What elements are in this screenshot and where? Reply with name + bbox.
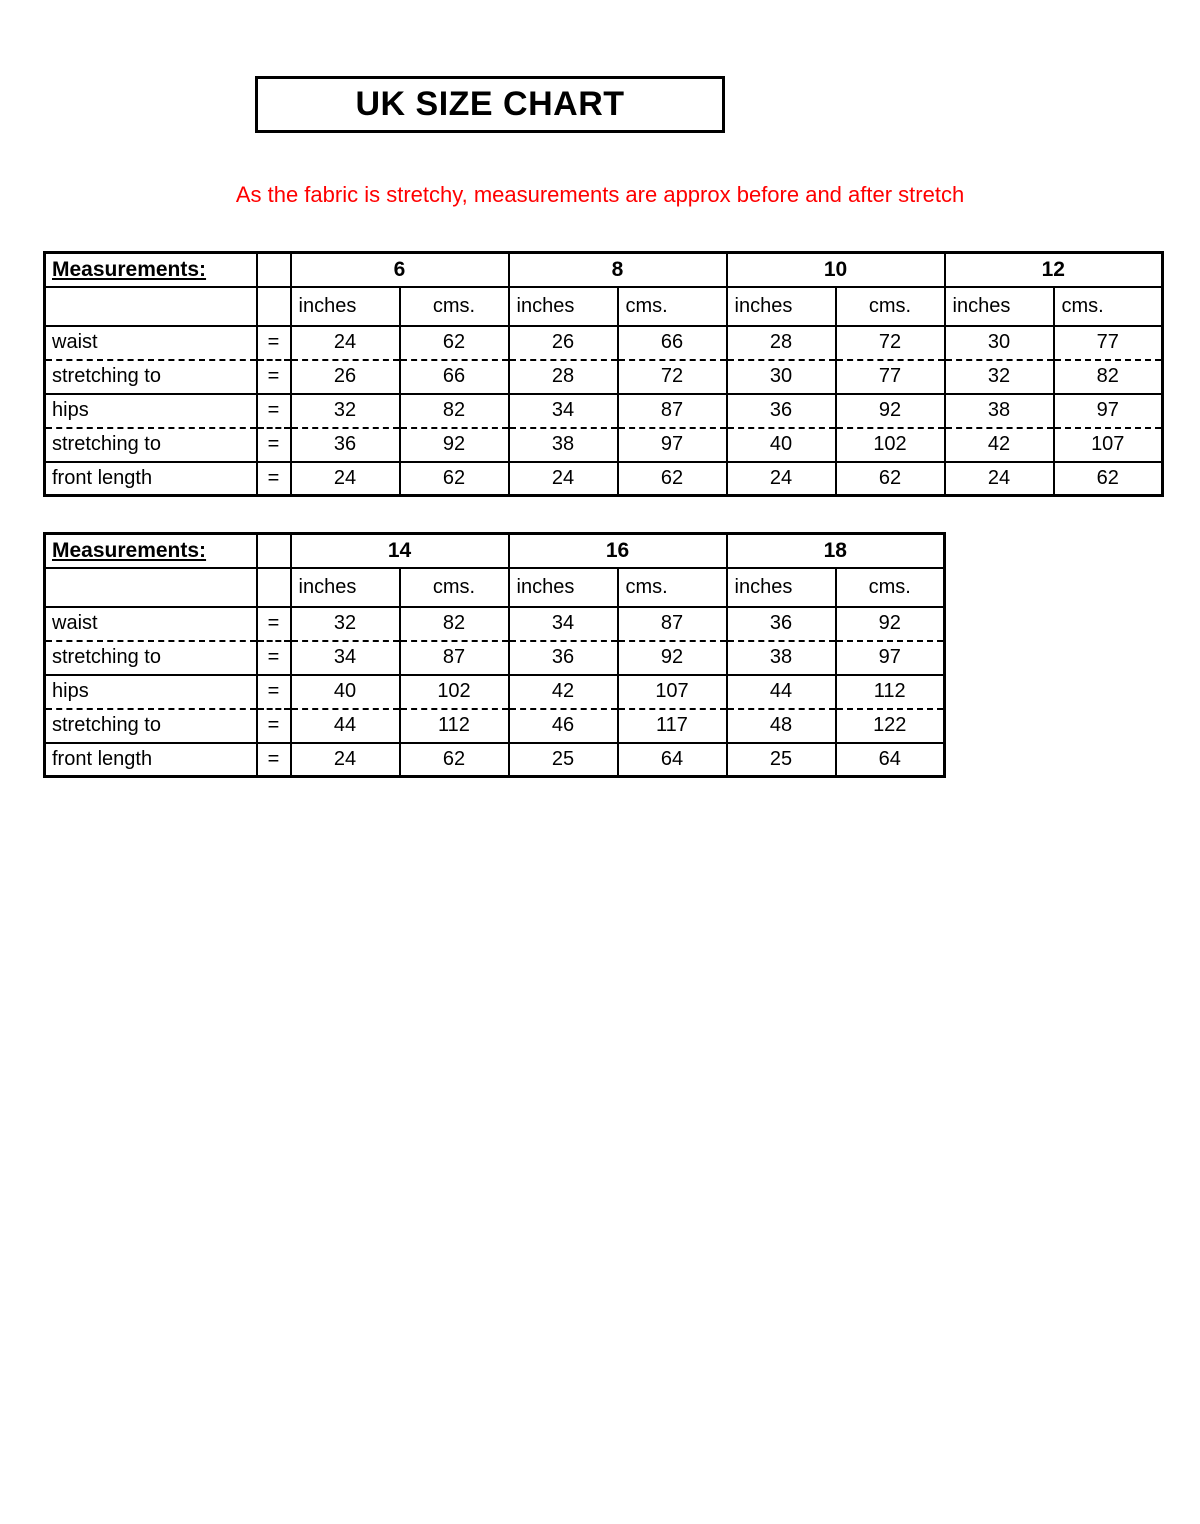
value-cell: 107 [1054,428,1163,462]
value-cell: 24 [291,462,400,496]
value-cell: 62 [1054,462,1163,496]
unit-header-cell: cms. [836,568,945,607]
measurement-label-cell: stretching to [45,428,257,462]
equals-cell: = [257,607,291,641]
table-row [45,607,945,641]
value-cell: 32 [945,360,1054,394]
value-cell: 62 [400,743,509,777]
table-row [45,675,945,709]
value-cell: 66 [400,360,509,394]
value-cell: 97 [1054,394,1163,428]
value-cell: 64 [836,743,945,777]
value-cell: 77 [1054,326,1163,360]
equals-header-cell [257,534,291,568]
value-cell: 38 [945,394,1054,428]
unit-header-cell: inches [291,287,400,326]
blank-label-cell [45,568,257,607]
value-cell: 34 [509,394,618,428]
unit-header-cell: inches [291,568,400,607]
size-header-cell: 10 [727,253,945,287]
size-table-14-to-18 [43,532,946,778]
value-cell: 77 [836,360,945,394]
measurement-label-cell: waist [45,326,257,360]
measurement-label-cell: stretching to [45,709,257,743]
measurement-label-cell: stretching to [45,360,257,394]
value-cell: 72 [618,360,727,394]
value-cell: 24 [291,743,400,777]
measurement-label-cell: hips [45,394,257,428]
value-cell: 38 [727,641,836,675]
value-cell: 36 [509,641,618,675]
size-header-row [45,534,945,568]
value-cell: 42 [509,675,618,709]
size-header-cell: 8 [509,253,727,287]
value-cell: 82 [400,607,509,641]
measurement-label-cell: waist [45,607,257,641]
value-cell: 34 [291,641,400,675]
value-cell: 25 [727,743,836,777]
value-cell: 117 [618,709,727,743]
unit-header-cell: inches [727,568,836,607]
size-header-row [45,253,1163,287]
unit-header-cell: inches [509,287,618,326]
equals-cell: = [257,709,291,743]
value-cell: 24 [291,326,400,360]
value-cell: 97 [836,641,945,675]
value-cell: 112 [400,709,509,743]
measurements-header: Measurements: [45,534,257,568]
value-cell: 38 [509,428,618,462]
unit-header-cell: inches [509,568,618,607]
value-cell: 97 [618,428,727,462]
value-cell: 102 [400,675,509,709]
value-cell: 30 [945,326,1054,360]
blank-equals-cell [257,568,291,607]
value-cell: 25 [509,743,618,777]
size-table-6-to-12 [43,251,1164,497]
value-cell: 36 [727,607,836,641]
table-row [45,709,945,743]
value-cell: 92 [836,394,945,428]
table-row [45,462,1163,496]
value-cell: 82 [1054,360,1163,394]
size-header-cell: 18 [727,534,945,568]
value-cell: 34 [509,607,618,641]
table-row [45,326,1163,360]
blank-equals-cell [257,287,291,326]
units-header-row [45,568,945,607]
size-header-cell: 14 [291,534,509,568]
value-cell: 28 [509,360,618,394]
equals-cell: = [257,675,291,709]
value-cell: 72 [836,326,945,360]
value-cell: 24 [945,462,1054,496]
equals-header-cell [257,253,291,287]
value-cell: 102 [836,428,945,462]
unit-header-cell: cms. [400,568,509,607]
value-cell: 44 [727,675,836,709]
value-cell: 112 [836,675,945,709]
value-cell: 62 [400,326,509,360]
table-row [45,743,945,777]
value-cell: 62 [836,462,945,496]
value-cell: 92 [618,641,727,675]
value-cell: 24 [509,462,618,496]
table-row [45,428,1163,462]
value-cell: 87 [618,607,727,641]
value-cell: 87 [618,394,727,428]
value-cell: 64 [618,743,727,777]
value-cell: 36 [727,394,836,428]
unit-header-cell: cms. [618,287,727,326]
equals-cell: = [257,462,291,496]
size-tables [0,251,1200,778]
value-cell: 42 [945,428,1054,462]
value-cell: 40 [291,675,400,709]
value-cell: 122 [836,709,945,743]
equals-cell: = [257,326,291,360]
value-cell: 92 [400,428,509,462]
unit-header-cell: inches [945,287,1054,326]
value-cell: 40 [727,428,836,462]
table-row [45,360,1163,394]
unit-header-cell: cms. [400,287,509,326]
value-cell: 44 [291,709,400,743]
size-header-cell: 16 [509,534,727,568]
blank-label-cell [45,287,257,326]
title-box [255,76,725,133]
equals-cell: = [257,641,291,675]
equals-cell: = [257,743,291,777]
value-cell: 92 [836,607,945,641]
equals-cell: = [257,428,291,462]
value-cell: 26 [291,360,400,394]
unit-header-cell: cms. [1054,287,1163,326]
measurements-header: Measurements: [45,253,257,287]
value-cell: 26 [509,326,618,360]
value-cell: 62 [400,462,509,496]
table-row [45,641,945,675]
value-cell: 46 [509,709,618,743]
equals-cell: = [257,360,291,394]
measurement-label-cell: front length [45,462,257,496]
size-header-cell: 6 [291,253,509,287]
measurement-label-cell: hips [45,675,257,709]
value-cell: 66 [618,326,727,360]
value-cell: 107 [618,675,727,709]
measurement-label-cell: stretching to [45,641,257,675]
value-cell: 36 [291,428,400,462]
value-cell: 30 [727,360,836,394]
value-cell: 24 [727,462,836,496]
value-cell: 32 [291,607,400,641]
value-cell: 82 [400,394,509,428]
value-cell: 28 [727,326,836,360]
page-title: UK SIZE CHART [355,85,625,123]
unit-header-cell: cms. [836,287,945,326]
value-cell: 48 [727,709,836,743]
value-cell: 32 [291,394,400,428]
equals-cell: = [257,394,291,428]
stretch-note: As the fabric is stretchy, measurements are approx before and after stretch [235,182,965,207]
value-cell: 62 [618,462,727,496]
unit-header-cell: cms. [618,568,727,607]
size-header-cell: 12 [945,253,1163,287]
value-cell: 87 [400,641,509,675]
table-row [45,394,1163,428]
measurement-label-cell: front length [45,743,257,777]
unit-header-cell: inches [727,287,836,326]
units-header-row [45,287,1163,326]
